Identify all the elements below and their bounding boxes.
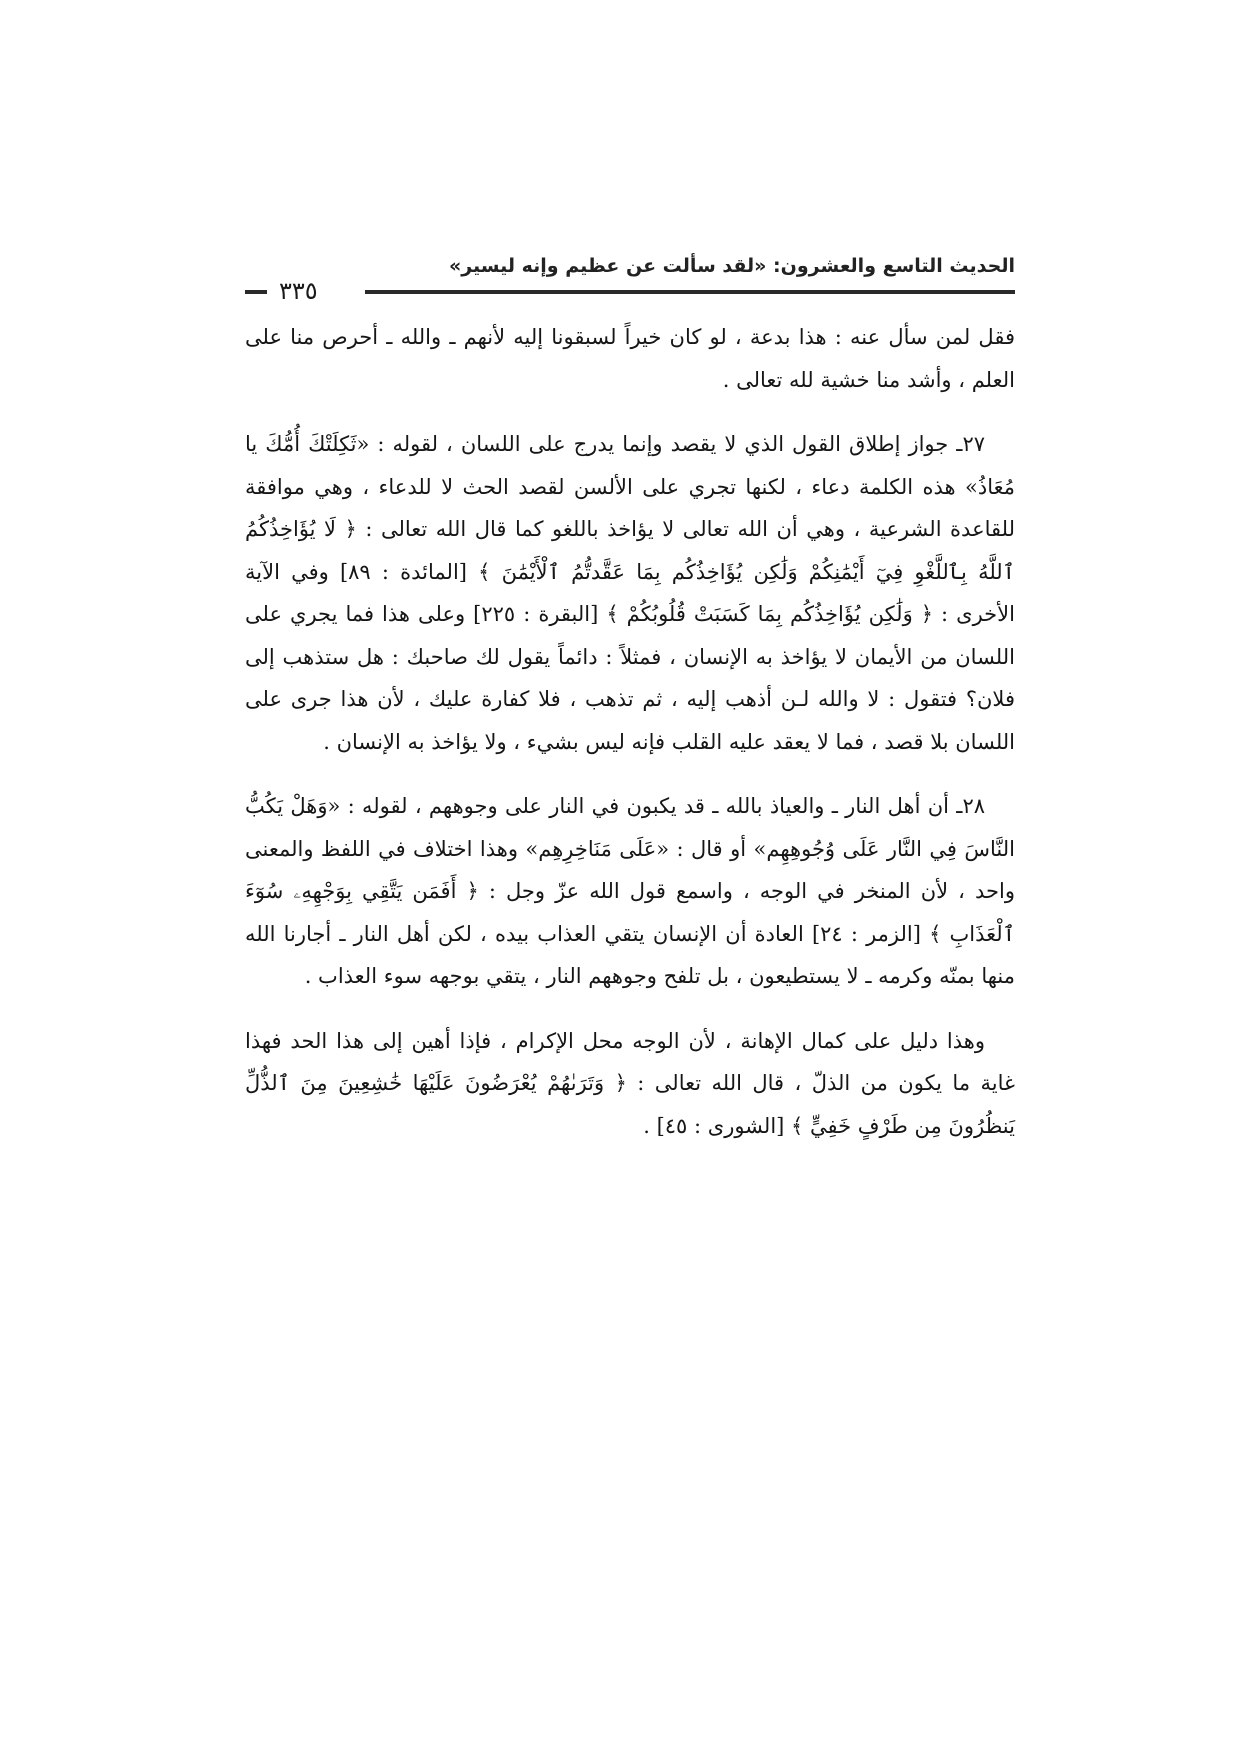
chapter-title: الحديث التاسع والعشرون: «لقد سألت عن عظيم وإنه ليسير» <box>448 255 1015 277</box>
paragraph-conclusion: وهذا دليل على كمال الإهانة ، لأن الوجه محل الإكرام ، فإذا أهين إلى هذا الحد فهذا غاية ما يكون من الذلّ ، قال الله تعالى : ﴿ وَتَرَىٰهُمْ يُعْرَضُونَ عَلَيْهَا خَٰشِعِينَ مِنَ ٱلذُّلِّ يَنظُرُونَ مِن طَرْفٍ خَفِيٍّ ﴾ [الشورى : ٤٥] . <box>245 1028 1015 1138</box>
page-number: ٣٣٥ <box>279 277 318 305</box>
paragraph-point-28: ٢٨ـ أن أهل النار ـ والعياذ بالله ـ قد يكبون في النار على وجوههم ، لقوله : «وَهَلْ يَكُبُّ النَّاسَ فِي النَّار عَلَى وُجُوهِهِم» أو قال : «عَلَى مَنَاخِرِهِم» وهذا اختلاف في اللفظ والمعنى واحد ، لأن المنخر في الوجه ، واسمع قول الله عزّ وجل : ﴿ أَفَمَن يَتَّقِي بِوَجْهِهِۦ سُوٓءَ ٱلْعَذَابِ ﴾ [الزمر : ٢٤] العادة أن الإنسان يتقي العذاب بيده ، لكن أهل النار ـ أجارنا الله منها بمنّه وكرمه ـ لا يستطيعون ، بل تلفح وجوههم النار ، يتقي بوجهه سوء العذاب . <box>245 794 1016 988</box>
paragraph-continuation: فقل لمن سأل عنه : هذا بدعة ، لو كان خيراً لسبقونا إليه لأنهم ـ والله ـ أحرص منا على العلم ، وأشد منا خشية لله تعالى . <box>245 325 1015 392</box>
header-rule <box>365 290 1015 294</box>
paragraph-gap <box>245 998 1015 1020</box>
paragraph-gap <box>245 401 1015 423</box>
running-header <box>245 255 1015 305</box>
paragraph-gap <box>245 763 1015 785</box>
header-rule-left <box>245 290 267 294</box>
paragraph-point-27: ٢٧ـ جواز إطلاق القول الذي لا يقصد وإنما يدرج على اللسان ، لقوله : «ثَكِلَتْكَ أُمُّكَ يا مُعَاذُ» هذه الكلمة دعاء ، لكنها تجري على الألسن لقصد الحث لا للدعاء ، وهي موافقة للقاعدة الشرعية ، وهي أن الله تعالى لا يؤاخذ باللغو كما قال الله تعالى : ﴿ لَا يُؤَاخِذُكُمُ ٱللَّهُ بِٱللَّغْوِ فِيٓ أَيْمَٰنِكُمْ وَلَٰكِن يُؤَاخِذُكُم بِمَا عَقَّدتُّمُ ٱلْأَيْمَٰنَ ﴾ [المائدة : ٨٩] وفي الآية الأخرى : ﴿ وَلَٰكِن يُؤَاخِذُكُم بِمَا كَسَبَتْ قُلُوبُكُمْ ﴾ [البقرة : ٢٢٥] وعلى هذا فما يجري على اللسان من الأيمان لا يؤاخذ به الإنسان ، فمثلاً : دائماً يقول لك صاحبك : هل ستذهب إلى فلان؟ فتقول : لا والله لـن أذهب إليه ، ثم تذهب ، فلا كفارة عليك ، لأن هذا جرى على اللسان بلا قصد ، فما لا يعقد عليه القلب فإنه ليس بشيء ، ولا يؤاخذ به الإنسان . <box>245 432 1015 754</box>
page-body <box>245 316 1015 1147</box>
